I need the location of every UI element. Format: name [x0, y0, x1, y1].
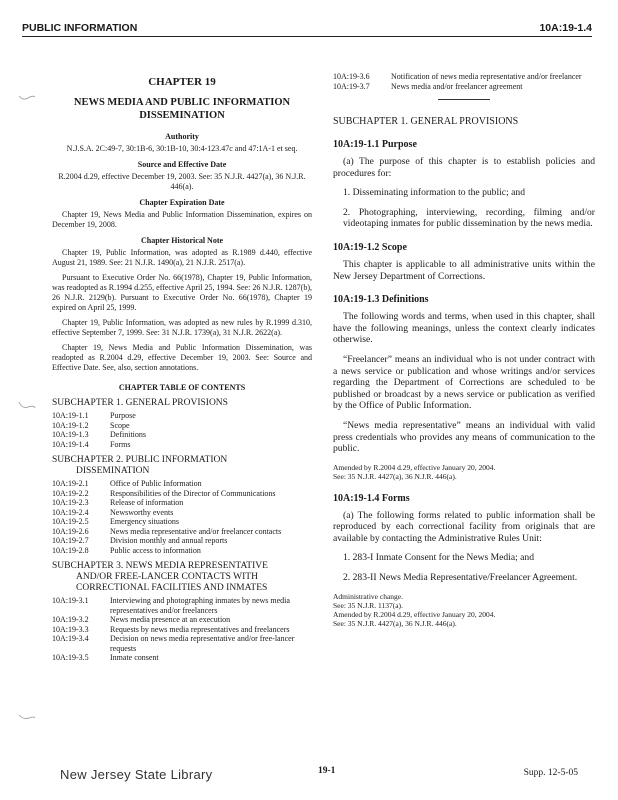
- toc-item: [333, 72, 595, 82]
- toc-item: [52, 508, 312, 518]
- section-forms-title: 10A:19-1.4 Forms: [333, 492, 410, 504]
- definitions-intro: The following words and terms, when used in this chapter, shall have the following meanings, unless the context clearly indicates otherwise.: [333, 311, 595, 346]
- right-column: [333, 72, 595, 636]
- history-paragraph: Chapter 19, Public Information, was adopted as new rules by R.1999 d.310, effective September 7, 1999. See: 31 N.J.R. 1739(a), 31 N.J.R. 2622(a).: [52, 318, 312, 337]
- toc-item-number: 10A:19-1.1: [52, 411, 89, 420]
- section-purpose-title: 10A:19-1.1 Purpose: [333, 139, 417, 150]
- toc-item-title: News media representative and/or freelancer contacts: [110, 526, 282, 536]
- chapter-title: CHAPTER 19: [148, 76, 216, 88]
- toc-item: [52, 498, 312, 508]
- note-line: See: 35 N.J.R. 4427(a), 36 N.J.R. 446(a).: [333, 618, 457, 628]
- page-footer: [60, 764, 578, 782]
- toc-subchapter-title-cont: AND/OR FREE-LANCER CONTACTS WITH CORRECTIONAL FACILITIES AND INMATES: [76, 572, 268, 593]
- toc-item: [52, 625, 312, 635]
- toc-subchapter-2: [52, 455, 312, 477]
- header-left: PUBLIC INFORMATION: [22, 22, 138, 34]
- toc-item-title: Scope: [110, 420, 130, 430]
- forms-notes: [333, 592, 595, 628]
- authority-heading: Authority: [165, 132, 199, 141]
- toc-item-title: Public access to information: [110, 545, 201, 555]
- history-paragraph: Chapter 19, Public Information, was adopted as R.1989 d.440, effective August 21, 1989. See: 21 N.J.R. 1490(a), 21 N.J.R. 2517(a).: [52, 248, 312, 267]
- toc-item: [52, 411, 312, 421]
- toc-item: [52, 517, 312, 527]
- toc-item-title: Emergency situations: [110, 517, 179, 526]
- toc-item: [52, 536, 312, 546]
- toc-item-title: Definitions: [110, 430, 146, 439]
- toc-heading: CHAPTER TABLE OF CONTENTS: [118, 383, 246, 392]
- toc-item: [52, 440, 312, 450]
- toc-item-title: Office of Public Information: [110, 479, 202, 488]
- toc-item: [52, 479, 312, 489]
- toc-item-number: 10A:19-1.3: [52, 430, 89, 439]
- definitions-notes: [333, 463, 595, 481]
- toc-list-1: [52, 411, 312, 449]
- header-right: 10A:19-1.4: [539, 22, 592, 34]
- purpose-item: 1. Disseminating information to the public; and: [343, 187, 525, 199]
- library-watermark: New Jersey State Library: [60, 767, 213, 782]
- definition-news-media: “News media representative” means an individual with valid press credentials who provides any means of communication to the public.: [333, 419, 595, 455]
- scope-text: This chapter is applicable to all administrative units within the New Jersey Department of Corrections.: [333, 258, 595, 282]
- toc-item-number: 10A:19-3.6: [333, 72, 370, 81]
- authority-text: N.J.S.A. 2C:49-7, 30:1B-6, 30:1B-10, 30:4-123.47c and 47:1A-1 et seq.: [66, 144, 298, 153]
- toc-item-number: 10A:19-2.7: [52, 536, 89, 545]
- margin-mark-top: [18, 92, 36, 102]
- forms-item: 1. 283-I Inmate Consent for the News Media; and: [343, 552, 535, 564]
- section-scope-title: 10A:19-1.2 Scope: [333, 241, 407, 253]
- toc-item: [52, 615, 312, 625]
- margin-mark-middle: [18, 400, 36, 410]
- supplement-date: Supp. 12-5-05: [523, 768, 578, 778]
- toc-item: [52, 546, 312, 556]
- subchapter-1-title: SUBCHAPTER 1. GENERAL PROVISIONS: [333, 116, 519, 127]
- toc-item-number: 10A:19-2.2: [52, 488, 89, 498]
- margin-mark-bottom: [18, 712, 36, 722]
- forms-item: 2. 283-II News Media Representative/Freelancer Agreement.: [343, 572, 578, 584]
- toc-item-number: 10A:19-3.7: [333, 81, 370, 91]
- toc-item-title: Forms: [110, 439, 131, 449]
- toc-item-number: 10A:19-2.6: [52, 526, 89, 536]
- toc-subchapter-title: SUBCHAPTER 3. NEWS MEDIA REPRESENTATIVE: [52, 561, 268, 571]
- purpose-intro: (a) The purpose of this chapter is to establish policies and procedures for:: [333, 156, 595, 179]
- toc-item-number: 10A:19-1.4: [52, 439, 89, 449]
- toc-list-3-continued: [333, 72, 595, 91]
- toc-item-number: 10A:19-2.3: [52, 498, 89, 507]
- toc-item-title: Responsibilities of the Director of Communications: [110, 488, 276, 498]
- toc-item-number: 10A:19-2.5: [52, 517, 89, 526]
- toc-item-number: 10A:19-3.4: [52, 634, 89, 643]
- note-line: Amended by R.2004 d.29, effective January 20, 2004.: [333, 462, 496, 472]
- toc-item-title: Requests by news media representatives and freelancers: [110, 624, 290, 634]
- section-divider: [438, 99, 490, 100]
- toc-item-title: Decision on news media representative and/or free-lancer requests: [110, 634, 295, 653]
- toc-item: [52, 596, 312, 615]
- history-paragraph: Pursuant to Executive Order No. 66(1978), Chapter 19, Public Information, was readopted as R.1994 d.255, effective April 25, 1994. See: 26 N.J.R. 1287(b), 26 N.J.R. 2129(b). Pursuant to Executive Order No. 66(1978), Chapter 19 expired on April 25, 1999.: [52, 273, 312, 312]
- toc-subchapter-3: [52, 561, 312, 594]
- toc-subchapter-title: SUBCHAPTER 2. PUBLIC INFORMATION: [52, 455, 228, 465]
- history-block: [52, 248, 312, 373]
- toc-subchapter-1: [52, 398, 312, 409]
- purpose-item: 2. Photographing, interviewing, recording, filming and/or videotaping inmates for public dissemination by the news media.: [343, 206, 595, 230]
- source-text: R.2004 d.29, effective December 19, 2003. See: 35 N.J.R. 4427(a), 36 N.J.R. 446(a).: [58, 172, 306, 191]
- history-heading: Chapter Historical Note: [140, 236, 224, 245]
- toc-subchapter-title-cont: DISSEMINATION: [76, 466, 150, 476]
- toc-item-title: Purpose: [110, 411, 136, 420]
- toc-item-title: Notification of news media representative and/or freelancer: [391, 72, 582, 81]
- toc-item-title: Interviewing and photographing inmates by news media representatives and/or freelancers: [110, 596, 290, 615]
- toc-item: [52, 430, 312, 440]
- toc-item-number: 10A:19-3.5: [52, 653, 89, 662]
- chapter-subtitle: NEWS MEDIA AND PUBLIC INFORMATION DISSEMINATION: [73, 97, 291, 121]
- toc-item-number: 10A:19-3.2: [52, 615, 89, 624]
- history-paragraph: Chapter 19, News Media and Public Information Dissemination, was readopted as R.2004 d.29, effective December 19, 2003. See: Source and Effective Date. See, also, section annotations.: [52, 343, 312, 372]
- note-line: See: 35 N.J.R. 4427(a), 36 N.J.R. 446(a).: [333, 471, 457, 481]
- expiration-heading: Chapter Expiration Date: [139, 198, 225, 207]
- toc-item-number: 10A:19-2.8: [52, 545, 89, 555]
- section-definitions-title: 10A:19-1.3 Definitions: [333, 294, 429, 306]
- toc-item: [52, 421, 312, 431]
- source-heading: Source and Effective Date: [137, 160, 227, 169]
- page-header: [22, 20, 592, 37]
- toc-item-title: Inmate consent: [110, 653, 159, 662]
- note-line: See: 35 N.J.R. 1137(a).: [333, 600, 403, 610]
- toc-item-number: 10A:19-3.3: [52, 624, 89, 634]
- toc-list-3: [52, 596, 312, 663]
- definition-freelancer: “Freelancer” means an individual who is not under contract with a news service or publication and whose writings and/or services regarding the Department of Corrections are scheduled to be published or broadcast by a news service or publication as verified by the Office of Public Information.: [333, 353, 595, 412]
- toc-item: [52, 653, 312, 663]
- toc-item-number: 10A:19-2.1: [52, 479, 89, 488]
- toc-item-title: News media presence at an execution: [110, 615, 231, 624]
- forms-intro: (a) The following forms related to public information shall be reproduced by each correctional facility from originals that are available by contacting the Administrative Rules Unit:: [333, 509, 595, 544]
- toc-item-title: News media and/or freelancer agreement: [391, 81, 523, 91]
- note-line: Amended by R.2004 d.29, effective January 20, 2004.: [333, 609, 496, 619]
- page-number: 19-1: [318, 766, 336, 776]
- toc-subchapter-title: SUBCHAPTER 1. GENERAL PROVISIONS: [52, 398, 228, 408]
- expiration-text: Chapter 19, News Media and Public Information Dissemination, expires on December 19, 2008.: [52, 210, 312, 229]
- toc-list-2: [52, 479, 312, 555]
- toc-item-title: Newsworthy events: [110, 507, 174, 517]
- toc-item-title: Division monthly and annual reports: [110, 536, 228, 545]
- toc-item: [52, 489, 312, 499]
- toc-item-title: Release of information: [110, 498, 184, 507]
- toc-item: [52, 527, 312, 537]
- toc-item-number: 10A:19-3.1: [52, 596, 89, 605]
- note-line: Administrative change.: [333, 591, 403, 601]
- expiration-block: [52, 210, 312, 230]
- toc-item: [333, 82, 595, 92]
- toc-item-number: 10A:19-1.2: [52, 420, 89, 430]
- left-column: [52, 66, 312, 669]
- toc-item-number: 10A:19-2.4: [52, 507, 89, 517]
- toc-item: [52, 634, 312, 653]
